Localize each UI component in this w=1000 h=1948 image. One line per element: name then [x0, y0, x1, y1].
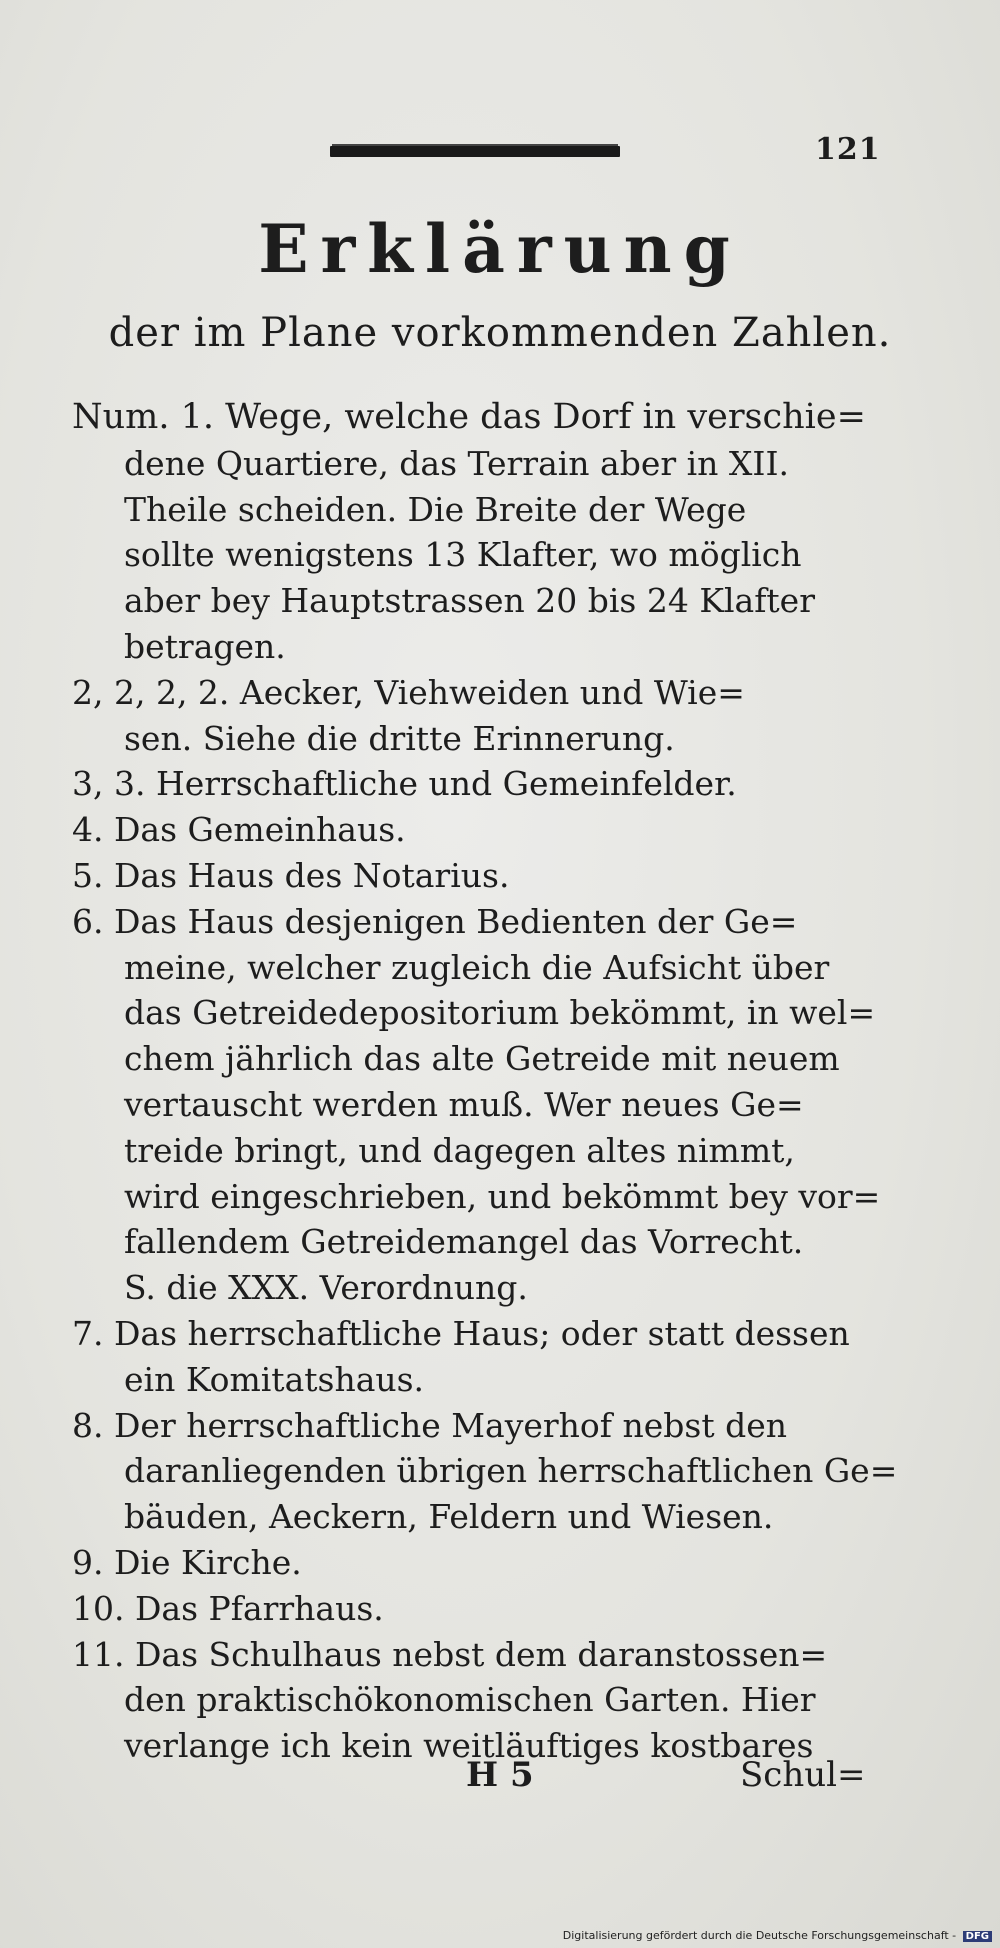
digitization-text: Digitalisierung gefördert durch die Deutsche Forschungsgemeinschaft - — [562, 1929, 957, 1942]
signature-mark: H 5 — [466, 1755, 534, 1795]
entry-2 — [72, 670, 912, 762]
entry-line: daranliegenden übrigen herrschaftlichen Ge= — [124, 1451, 898, 1491]
entry-line: chem jährlich das alte Getreide mit neuem — [124, 1039, 840, 1079]
entry-line: Theile scheiden. Die Breite der Wege — [124, 489, 747, 529]
entry-line: fallendem Getreidemangel das Vorrecht. — [124, 1222, 804, 1262]
entry-line: sollte wenigstens 13 Klafter, wo möglich — [124, 535, 802, 575]
entry-line: 11. Das Schulhaus nebst dem daranstossen= — [72, 1634, 828, 1674]
entry-11 — [72, 1632, 912, 1769]
page-number: 121 — [815, 132, 881, 167]
entry-7 — [72, 1311, 912, 1403]
catchword: Schul= — [740, 1755, 866, 1795]
entry-line: verlange ich kein weitläuftiges kostbares — [124, 1726, 814, 1766]
entry-line: den praktischökonomischen Garten. Hier — [124, 1680, 816, 1720]
page-title: Erklärung — [258, 210, 742, 288]
entry-10 — [72, 1586, 912, 1632]
entry-line: bäuden, Aeckern, Feldern und Wiesen. — [124, 1497, 774, 1537]
entry-3 — [72, 761, 912, 807]
entry-line: dene Quartiere, das Terrain aber in XII. — [124, 443, 789, 483]
entry-6 — [72, 899, 912, 1311]
entry-line: 2, 2, 2, 2. Aecker, Viehweiden und Wie= — [72, 672, 745, 712]
entry-1 — [72, 395, 912, 670]
entry-line: 4. Das Gemeinhaus. — [72, 810, 406, 850]
entry-line: treide bringt, und dagegen altes nimmt, — [124, 1130, 795, 1170]
entry-line: S. die XXX. Verordnung. — [124, 1268, 528, 1308]
entry-line: sen. Siehe die dritte Erinnerung. — [124, 718, 675, 758]
entry-line: betragen. — [124, 626, 286, 666]
entry-line: das Getreidedepositorium bekömmt, in wel= — [124, 993, 876, 1033]
dfg-logo: DFG — [963, 1931, 992, 1942]
digitization-credit — [563, 1929, 992, 1942]
entry-line: Num. 1. Wege, welche das Dorf in verschie= — [72, 397, 866, 437]
entry-8 — [72, 1403, 912, 1540]
entry-line: 5. Das Haus des Notarius. — [72, 855, 510, 895]
entry-4 — [72, 807, 912, 853]
entry-list — [72, 395, 912, 1769]
entry-line: 7. Das herrschaftliche Haus; oder statt dessen — [72, 1313, 850, 1353]
header-rule — [330, 146, 620, 157]
entry-line: 6. Das Haus desjenigen Bedienten der Ge= — [72, 901, 798, 941]
entry-line: 10. Das Pfarrhaus. — [72, 1588, 384, 1628]
entry-line: ein Komitatshaus. — [124, 1359, 425, 1399]
entry-line: meine, welcher zugleich die Aufsicht über — [124, 947, 830, 987]
entry-line: aber bey Hauptstrassen 20 bis 24 Klafter — [124, 581, 815, 621]
page-subtitle: der im Plane vorkommenden Zahlen. — [108, 310, 892, 356]
entry-line: wird eingeschrieben, und bekömmt bey vor= — [124, 1176, 881, 1216]
entry-line: 3, 3. Herrschaftliche und Gemeinfelder. — [72, 764, 737, 804]
entry-line: 9. Die Kirche. — [72, 1542, 302, 1582]
entry-5 — [72, 853, 912, 899]
entry-line: 8. Der herrschaftliche Mayerhof nebst den — [72, 1405, 787, 1445]
entry-line: vertauscht werden muß. Wer neues Ge= — [124, 1084, 804, 1124]
entry-9 — [72, 1540, 912, 1586]
